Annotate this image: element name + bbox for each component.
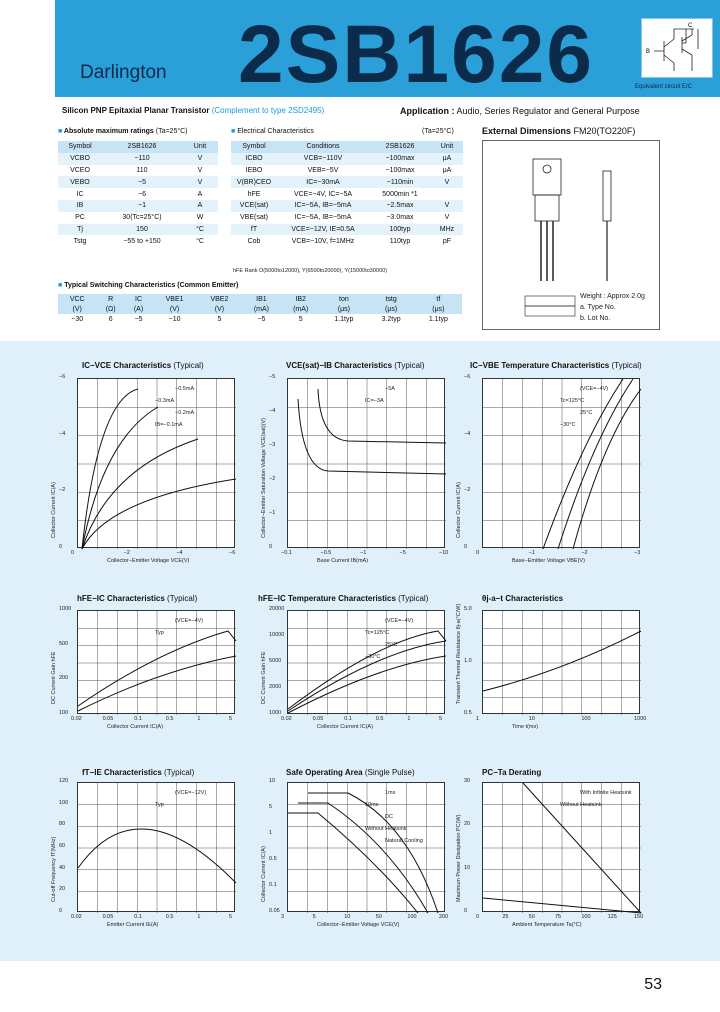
y-tick-label: −2: [464, 487, 471, 494]
curve: [298, 803, 428, 913]
table-cell: (μs): [367, 304, 414, 314]
table-cell: IC=−5A, IB=−5mA: [294, 214, 352, 222]
y-tick-label: 200: [59, 675, 69, 682]
x-tick-label: 3: [281, 914, 285, 920]
table-row: [58, 153, 218, 165]
table-cell: °C: [196, 237, 204, 245]
x-tick-label: 200: [439, 914, 449, 920]
curve-label: Typ: [155, 802, 164, 808]
table-row: [58, 188, 218, 200]
table-cell: IC=−30mA: [277, 176, 369, 188]
svg-text:C: C: [688, 23, 693, 29]
table-row: [58, 176, 218, 188]
curve-label: With Infinite Heatsink: [580, 790, 632, 796]
graph-6: [482, 610, 640, 714]
curve-label: −5A: [385, 386, 395, 392]
y-axis-label: DC Current Gain hFE: [261, 651, 267, 704]
svg-text:B: B: [646, 49, 651, 55]
table-cell: (V): [197, 304, 242, 314]
hfe-rank: hFE Rank O(5000to12000), Y(6500to20000), Y(15000to30000): [233, 268, 387, 274]
table-cell: 6: [108, 315, 113, 323]
x-axis-label: Collector−Emitter Voltage VCE(V): [107, 558, 190, 564]
x-tick-label: −3: [634, 550, 641, 556]
curve-label: −0.5mA: [175, 386, 195, 392]
table-cell: VCE(sat): [231, 200, 277, 212]
graph-title: VCE(sat)−IB Characteristics (Typical): [286, 361, 425, 370]
table-cell: −1: [102, 200, 182, 212]
x-tick-label: 100: [407, 914, 417, 920]
table-cell: −10: [168, 315, 181, 323]
y-tick-label: 80: [59, 821, 66, 828]
x-tick-label: 0.05: [102, 716, 114, 722]
y-axis-label: Collector Current IC(A): [456, 482, 462, 538]
table-cell: VCE=−12V, IE=0.5A: [277, 224, 369, 236]
table-cell: (mA): [281, 304, 320, 314]
y-tick-label: 0.1: [269, 882, 277, 888]
y-tick-label: 20: [59, 886, 66, 893]
curve-label: −30°C: [365, 654, 381, 660]
graph-title: PC−Ta Derating: [482, 768, 542, 777]
x-axis-label: Collector Current IC(A): [107, 724, 163, 730]
table-cell: fT: [231, 224, 277, 236]
table-cell: VBE(sat): [239, 214, 268, 222]
y-tick-label: 5000: [269, 658, 282, 664]
table-cell: V: [444, 214, 450, 222]
y-tick-label: 0: [269, 544, 273, 550]
table-cell: PC: [75, 214, 85, 222]
table-row: [58, 212, 218, 224]
y-tick-label: 0.5: [269, 856, 277, 862]
table-row: [58, 165, 218, 177]
table-header: 2SB1626: [369, 141, 431, 153]
x-tick-label: 150: [634, 914, 644, 920]
table-cell: VEBO: [58, 176, 102, 188]
x-axis-label: Collector Current IC(A): [317, 724, 373, 730]
x-tick-label: −10: [439, 550, 449, 556]
curve-label: (VCE=−4V): [385, 618, 414, 624]
curve-label: Tc=125°C: [560, 398, 585, 404]
curve-label: −0.3mA: [155, 398, 175, 404]
curve-label: 1ms: [385, 790, 396, 796]
graph-title: IC−VCE Characteristics (Typical): [82, 361, 204, 370]
table-cell: VCB=−110V: [277, 153, 369, 165]
graph-title: hFE−IC Temperature Characteristics (Typical): [258, 594, 429, 603]
table-cell: V: [182, 153, 218, 165]
table-cell: [431, 188, 463, 200]
x-tick-label: 1: [476, 716, 480, 722]
table-cell: −30: [71, 315, 84, 323]
table-cell: R: [96, 294, 124, 304]
x-tick-label: 1: [197, 914, 201, 920]
x-tick-label: 0.05: [312, 716, 324, 722]
x-tick-label: 0: [71, 550, 75, 556]
y-axis-label: DC Current Gain hFE: [51, 651, 57, 704]
graph-title: fT−IE Characteristics (Typical): [82, 768, 195, 777]
table-cell: IB2: [281, 294, 320, 304]
y-tick-label: 1000: [59, 606, 72, 612]
table-cell: V: [431, 200, 463, 212]
curve-label: Without Heatsink: [365, 826, 407, 832]
y-tick-label: 0: [464, 908, 468, 914]
x-tick-label: 0.05: [102, 914, 114, 920]
x-tick-label: −1: [360, 550, 367, 556]
table-cell: −55 to +150: [123, 237, 161, 245]
elec-title: ■ Electrical Characteristics: [231, 128, 314, 135]
table-cell: tstg: [367, 294, 414, 304]
x-tick-label: 0.5: [375, 716, 384, 722]
x-tick-label: 50: [375, 914, 382, 920]
table-row: [58, 200, 218, 212]
table-row: [231, 188, 463, 200]
x-tick-label: 5: [312, 914, 316, 920]
table-cell: 3.2typ: [381, 315, 401, 323]
x-tick-label: 0.02: [281, 716, 292, 722]
table-cell: (μs): [320, 304, 367, 314]
x-tick-label: 0.1: [134, 716, 142, 722]
y-tick-label: 1000: [269, 710, 282, 716]
x-tick-label: −4: [176, 550, 183, 556]
table-row: [231, 176, 463, 188]
table-cell: pF: [442, 237, 452, 245]
curve-label: DC: [385, 814, 393, 820]
x-axis-label: Emitter Current IE(A): [107, 922, 159, 928]
table-row: [231, 212, 463, 224]
table-cell: 1.1typ: [334, 315, 354, 323]
table-cell: VBE2: [197, 294, 242, 304]
y-tick-label: −3: [269, 442, 276, 448]
table-row: [231, 200, 463, 212]
x-tick-label: 0.02: [71, 716, 82, 722]
complement-note: (Complement to type 2SD2495): [211, 106, 325, 115]
y-tick-label: 30: [464, 778, 471, 784]
graph-title: IC−VBE Temperature Characteristics (Typical): [470, 361, 642, 370]
y-tick-label: 20000: [269, 606, 285, 612]
table-header: 2SB1626: [102, 141, 182, 153]
curve-label: Without Heatsink: [560, 802, 602, 808]
curve-label: Natural Cooling: [385, 838, 423, 844]
elec-cond: (Ta=25°C): [422, 128, 454, 135]
y-tick-label: 60: [59, 843, 66, 849]
table-cell: IC: [76, 190, 84, 198]
table-cell: 5000min *1: [382, 190, 418, 198]
y-tick-label: 10: [269, 778, 276, 784]
table-cell: (V): [152, 304, 197, 314]
table-cell: ton: [320, 294, 367, 304]
table-header: Symbol: [58, 141, 102, 153]
abs-ratings-table: [58, 141, 218, 247]
table-cell: Tstg: [73, 237, 87, 245]
table-cell: (mA): [242, 304, 281, 314]
table-cell: VBE1: [152, 294, 197, 304]
x-axis-label: Collector−Emitter Voltage VCE(V): [317, 922, 400, 928]
y-tick-label: 120: [59, 778, 69, 784]
table-cell: (μs): [415, 304, 462, 314]
x-tick-label: 75: [555, 914, 562, 920]
x-tick-label: 1: [407, 716, 411, 722]
title-banner: [55, 0, 720, 100]
y-tick-label: 100: [59, 799, 69, 806]
curve-label: 10ms: [365, 802, 379, 808]
table-cell: IC: [125, 294, 152, 304]
x-axis-label: Time t(ms): [512, 724, 539, 730]
curve-label: IB=−0.1mA: [155, 422, 183, 428]
x-tick-label: 5: [229, 716, 233, 722]
x-tick-label: 1000: [634, 716, 647, 722]
x-axis-label: Base−Emitter Voltage VBE(V): [512, 558, 585, 564]
label-b: b. Lot No.: [580, 315, 611, 322]
table-cell: μA: [431, 153, 463, 165]
y-tick-label: 0.5: [464, 710, 472, 716]
curve-label: Tc=125°C: [365, 630, 390, 636]
x-tick-label: −2: [123, 550, 130, 556]
table-cell: (A): [125, 304, 152, 314]
table-cell: hFE: [247, 190, 261, 198]
table-cell: 1.1typ: [428, 315, 448, 323]
table-cell: IC=−5A, IB=−5mA: [277, 200, 369, 212]
y-tick-label: 5.0: [464, 606, 472, 612]
table-header: Unit: [431, 141, 463, 153]
part-number: 2SB1626: [238, 9, 594, 100]
x-tick-label: 25: [502, 914, 509, 920]
y-tick-label: 1: [269, 830, 273, 836]
y-tick-label: 100: [59, 710, 69, 716]
table-row: [231, 235, 463, 247]
graph-5: [287, 610, 445, 714]
elec-table: [231, 141, 463, 247]
x-tick-label: −6: [229, 550, 236, 556]
table-cell: 110: [136, 166, 148, 174]
y-tick-label: 0: [464, 544, 468, 550]
table-cell: −2.5max: [369, 200, 431, 212]
table-row: [58, 224, 218, 236]
table-cell: VEB=−5V: [307, 166, 339, 174]
table-cell: 5: [298, 315, 303, 323]
ext-dim-box: [482, 140, 660, 330]
curve: [82, 407, 158, 549]
y-tick-label: 0: [59, 908, 63, 914]
y-tick-label: 0: [59, 544, 63, 550]
curve: [82, 439, 198, 549]
x-tick-label: 100: [581, 716, 591, 722]
table-cell: W: [196, 214, 204, 222]
table-cell: −100max: [385, 166, 415, 174]
table-cell: V: [197, 166, 203, 174]
y-tick-label: 2000: [269, 684, 282, 690]
table-cell: Tj: [58, 224, 102, 236]
table-cell: MHz: [431, 224, 463, 236]
table-cell: tf: [415, 294, 462, 304]
curve-label: Typ: [155, 630, 164, 636]
x-tick-label: 50: [528, 914, 535, 920]
table-cell: 30(Tc=25°C): [122, 214, 162, 222]
label-a: a. Type No.: [580, 304, 616, 311]
y-tick-label: 10000: [269, 632, 285, 638]
application: Application : Audio, Series Regulator and General Purpose: [400, 106, 640, 116]
table-cell: V: [182, 176, 218, 188]
table-cell: −5: [257, 315, 266, 323]
y-axis-label: Cut-off Frequency fT(MHz): [51, 836, 57, 902]
table-cell: −5: [102, 176, 182, 188]
x-tick-label: −2: [581, 550, 588, 556]
switching-title: ■ Typical Switching Characteristics (Common Emitter): [58, 282, 239, 289]
table-cell: A: [182, 200, 218, 212]
y-axis-label: Maximum Power Dissipation PC(W): [456, 814, 462, 902]
y-axis-label: Collector−Emitter Saturation Voltage VCE(sat)(V): [261, 418, 267, 538]
transistor-type: Silicon PNP Epitaxial Planar Transistor (Complement to type 2SD2495): [62, 106, 325, 115]
x-tick-label: 0.1: [344, 716, 352, 722]
table-row: [231, 224, 463, 236]
x-tick-label: 1: [197, 716, 201, 722]
table-row: [58, 304, 462, 314]
table-cell: 110typ: [389, 237, 411, 245]
table-row: [231, 153, 463, 165]
graph-title: θj-a−t Characteristics: [482, 594, 564, 603]
switching-table: [58, 294, 462, 324]
y-tick-label: −2: [59, 487, 66, 494]
x-tick-label: 0: [476, 550, 480, 556]
weight: Weight : Approx 2.0g: [580, 293, 645, 300]
x-tick-label: 10: [344, 914, 351, 920]
table-cell: A: [197, 190, 203, 198]
x-tick-label: −5: [399, 550, 406, 556]
curve-label: −0.2mA: [175, 410, 195, 416]
y-tick-label: 500: [59, 640, 69, 647]
table-cell: IEBO: [245, 166, 263, 174]
y-tick-label: −4: [269, 408, 276, 414]
graph-title: Safe Operating Area (Single Pulse): [286, 768, 415, 777]
curve: [82, 479, 236, 549]
curve-label: (VCE=−12V): [175, 790, 207, 796]
table-cell: 150: [102, 224, 182, 236]
x-tick-label: −1: [528, 550, 535, 556]
curve-label: IC=−3A: [365, 398, 384, 404]
x-tick-label: 125: [607, 914, 617, 920]
curve-label: 25°C: [385, 642, 398, 648]
y-tick-label: 0.05: [269, 908, 280, 914]
y-tick-label: 1.0: [464, 658, 472, 664]
table-cell: −110min: [369, 176, 431, 188]
curve-label: −30°C: [560, 422, 576, 428]
table-header: Unit: [182, 141, 218, 153]
table-cell: VCB=−10V, f=1MHz: [291, 237, 355, 245]
y-tick-label: −5: [269, 374, 276, 380]
x-tick-label: 0.02: [71, 914, 82, 920]
x-tick-label: 0.5: [165, 716, 174, 722]
x-tick-label: 0.5: [165, 914, 174, 920]
curve-label: (VCE=−4V): [175, 618, 204, 624]
y-tick-label: −6: [464, 374, 471, 380]
table-row: [58, 294, 462, 304]
x-tick-label: 100: [581, 914, 591, 920]
y-tick-label: −6: [59, 374, 66, 380]
table-cell: (Ω): [96, 304, 124, 314]
table-cell: V: [431, 176, 463, 188]
table-cell: Cob: [247, 237, 261, 245]
table-cell: −6: [138, 190, 146, 198]
y-tick-label: −4: [464, 430, 471, 437]
table-cell: −110: [102, 153, 182, 165]
table-cell: VCE=−4V, IC=−5A: [293, 190, 353, 198]
table-row: [58, 314, 462, 324]
page-number: 53: [644, 976, 662, 993]
table-header: Conditions: [277, 141, 369, 153]
abs-ratings-title: ■ Absolute maximum ratings (Ta=25°C): [58, 128, 188, 135]
curve-label: (VCE=−4V): [580, 386, 609, 392]
y-axis-label: Collector Current IC(A): [261, 846, 267, 902]
x-axis-label: Base Current IB(mA): [317, 558, 369, 564]
x-tick-label: −0.1: [281, 550, 292, 556]
y-tick-label: −1: [269, 510, 276, 516]
table-cell: VCC: [58, 294, 96, 304]
table-header: Symbol: [231, 141, 277, 153]
curve-label: 25°C: [580, 410, 593, 416]
package-drawing-icon: [483, 141, 661, 331]
table-cell: −3.0max: [386, 214, 414, 222]
x-tick-label: −0.5: [320, 550, 332, 556]
x-tick-label: 0: [476, 914, 480, 920]
ext-dim-title: External Dimensions FM20(TO220F): [482, 126, 636, 136]
x-tick-label: 5: [439, 716, 443, 722]
y-tick-label: 10: [464, 864, 471, 871]
table-cell: IB: [58, 200, 102, 212]
graph-title: hFE−IC Characteristics (Typical): [77, 594, 198, 603]
graph-4: [77, 610, 235, 714]
y-axis-label: Transient Thermal Resistance θj-a(°C/W): [456, 603, 462, 704]
y-tick-label: 40: [59, 864, 66, 871]
x-tick-label: 0.1: [134, 914, 142, 920]
y-tick-label: −4: [59, 430, 66, 437]
table-row: [231, 165, 463, 177]
table-cell: °C: [182, 224, 218, 236]
y-axis-label: Collector Current IC(A): [51, 482, 57, 538]
table-cell: 100typ: [369, 224, 431, 236]
table-cell: μA: [442, 166, 452, 174]
x-axis-label: Ambient Temperature Ta(°C): [512, 922, 582, 928]
x-tick-label: 10: [528, 716, 535, 722]
x-tick-label: 5: [229, 914, 233, 920]
curve: [82, 389, 138, 549]
y-tick-label: 5: [269, 804, 273, 810]
y-tick-label: −2: [269, 476, 276, 482]
table-cell: −5: [134, 315, 143, 323]
y-tick-label: 20: [464, 821, 471, 828]
equivalent-circuit: [641, 18, 713, 78]
table-cell: −100max: [369, 153, 431, 165]
series-name: Darlington: [80, 62, 167, 83]
circuit-diagram-icon: [642, 19, 714, 79]
equivalent-circuit-label: Equivalent circuit E/C: [635, 84, 693, 90]
table-cell: (V): [58, 304, 96, 314]
table-cell: IB1: [242, 294, 281, 304]
table-cell: VCEO: [70, 166, 90, 174]
table-cell: ICBO: [231, 153, 277, 165]
table-cell: 5: [217, 315, 222, 323]
table-cell: V(BR)CEO: [231, 176, 277, 188]
table-row: [58, 235, 218, 247]
table-cell: VCBO: [58, 153, 102, 165]
